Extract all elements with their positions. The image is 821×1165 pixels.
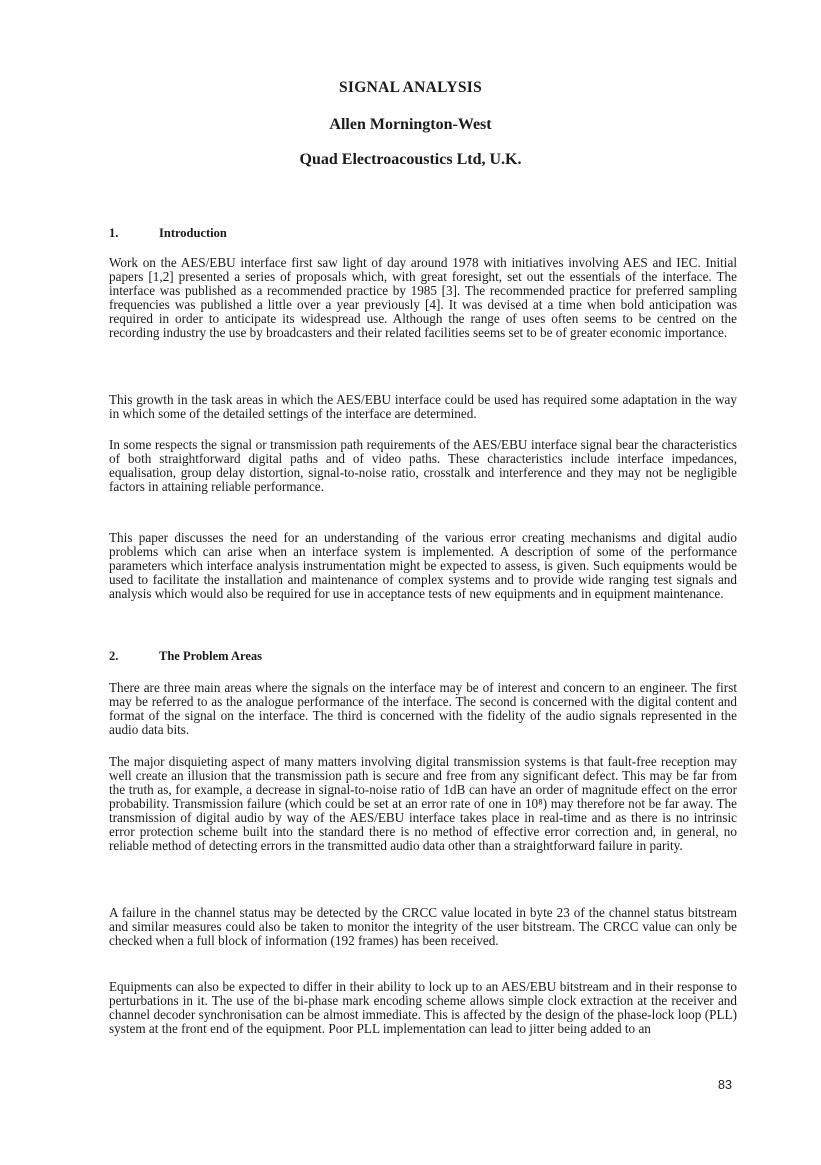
paragraph: The major disquieting aspect of many matters involving digital transmission systems is that fault-free reception may well create an illusion that the transmission path is secure and free from any significant defect. This may be far from the truth as, for example, a decrease in signal-to-noise ratio of 1dB can have an order of magnitude effect on the error probability. Transmission failure (which could be set at an error rate of one in 10⁸) may therefore not be far away. The transmission of digital audio by way of the AES/EBU interface takes place in real-time and as there is no intrinsic error protection scheme built into the standard there is no method of effective error correction and, in general, no reliable method of detecting errors in the transmitted audio data other than a straightforward failure in parity. [109, 754, 737, 853]
paragraph: This paper discusses the need for an understanding of the various error creating mechanisms and digital audio problems which can arise when an interface system is implemented. A description of some of the performance parameters which interface analysis instrumentation might be expected to assess, is given. Such equipments would be used to facilitate the installation and maintenance of complex systems and to provide wide ranging test signals and analysis which would also be required for use in acceptance tests of new equipments and in equipment maintenance. [109, 530, 737, 601]
paragraph: There are three main areas where the signals on the interface may be of interest and concern to an engineer. The first may be referred to as the analogue performance of the interface. The second is concerned with the digital content and format of the signal on the interface. The third is concerned with the fidelity of the audio signals represented in the audio data bits. [109, 680, 737, 737]
author-affiliation: Quad Electroacoustics Ltd, U.K. [299, 151, 522, 168]
paragraph: In some respects the signal or transmission path requirements of the AES/EBU interface signal bear the characteristics of both straightforward digital paths and of video paths. These characteristics include interface impedances, equalisation, group delay distortion, signal-to-noise ratio, crosstalk and interference and they may not be negligible factors in attaining reliable performance. [109, 437, 737, 494]
section-number: 1. [109, 226, 119, 240]
paper-title: SIGNAL ANALYSIS [338, 79, 483, 96]
section-heading-problem-areas [109, 649, 262, 664]
paragraph: This growth in the task areas in which the AES/EBU interface could be used has required some adaptation in the way in which some of the detailed settings of the interface are determined. [109, 392, 737, 421]
page-number: 83 [718, 1078, 732, 1092]
author-name: Allen Mornington-West [329, 116, 492, 133]
section-title: Introduction [159, 226, 227, 240]
section-heading-introduction [109, 226, 227, 241]
paragraph: Work on the AES/EBU interface first saw light of day around 1978 with initiatives involving AES and IEC. Initial papers [1,2] presented a series of proposals which, with great foresight, set out the essentials of the interface. The interface was published as a recommended practice by 1985 [3]. The recommended practice for preferred sampling frequencies was published a little over a year previously [4]. It was devised at a time when bold anticipation was required in order to anticipate its widespread use. Although the range of uses often seems to be centred on the recording industry the use by broadcasters and their related facilities seems set to be of greater economic importance. [109, 255, 737, 340]
section-title: The Problem Areas [159, 649, 263, 663]
paragraph: Equipments can also be expected to differ in their ability to lock up to an AES/EBU bitstream and in their response to perturbations in it. The use of the bi-phase mark encoding scheme allows simple clock extraction at the receiver and channel decoder synchronisation can be almost immediate. This is affected by the design of the phase-lock loop (PLL) system at the front end of the equipment. Poor PLL implementation can lead to jitter being added to an [109, 979, 737, 1036]
paragraph: A failure in the channel status may be detected by the CRCC value located in byte 23 of the channel status bitstream and similar measures could also be taken to monitor the integrity of the user bitstream. The CRCC value can only be checked when a full block of information (192 frames) has been received. [109, 905, 737, 948]
section-number: 2. [109, 649, 119, 663]
